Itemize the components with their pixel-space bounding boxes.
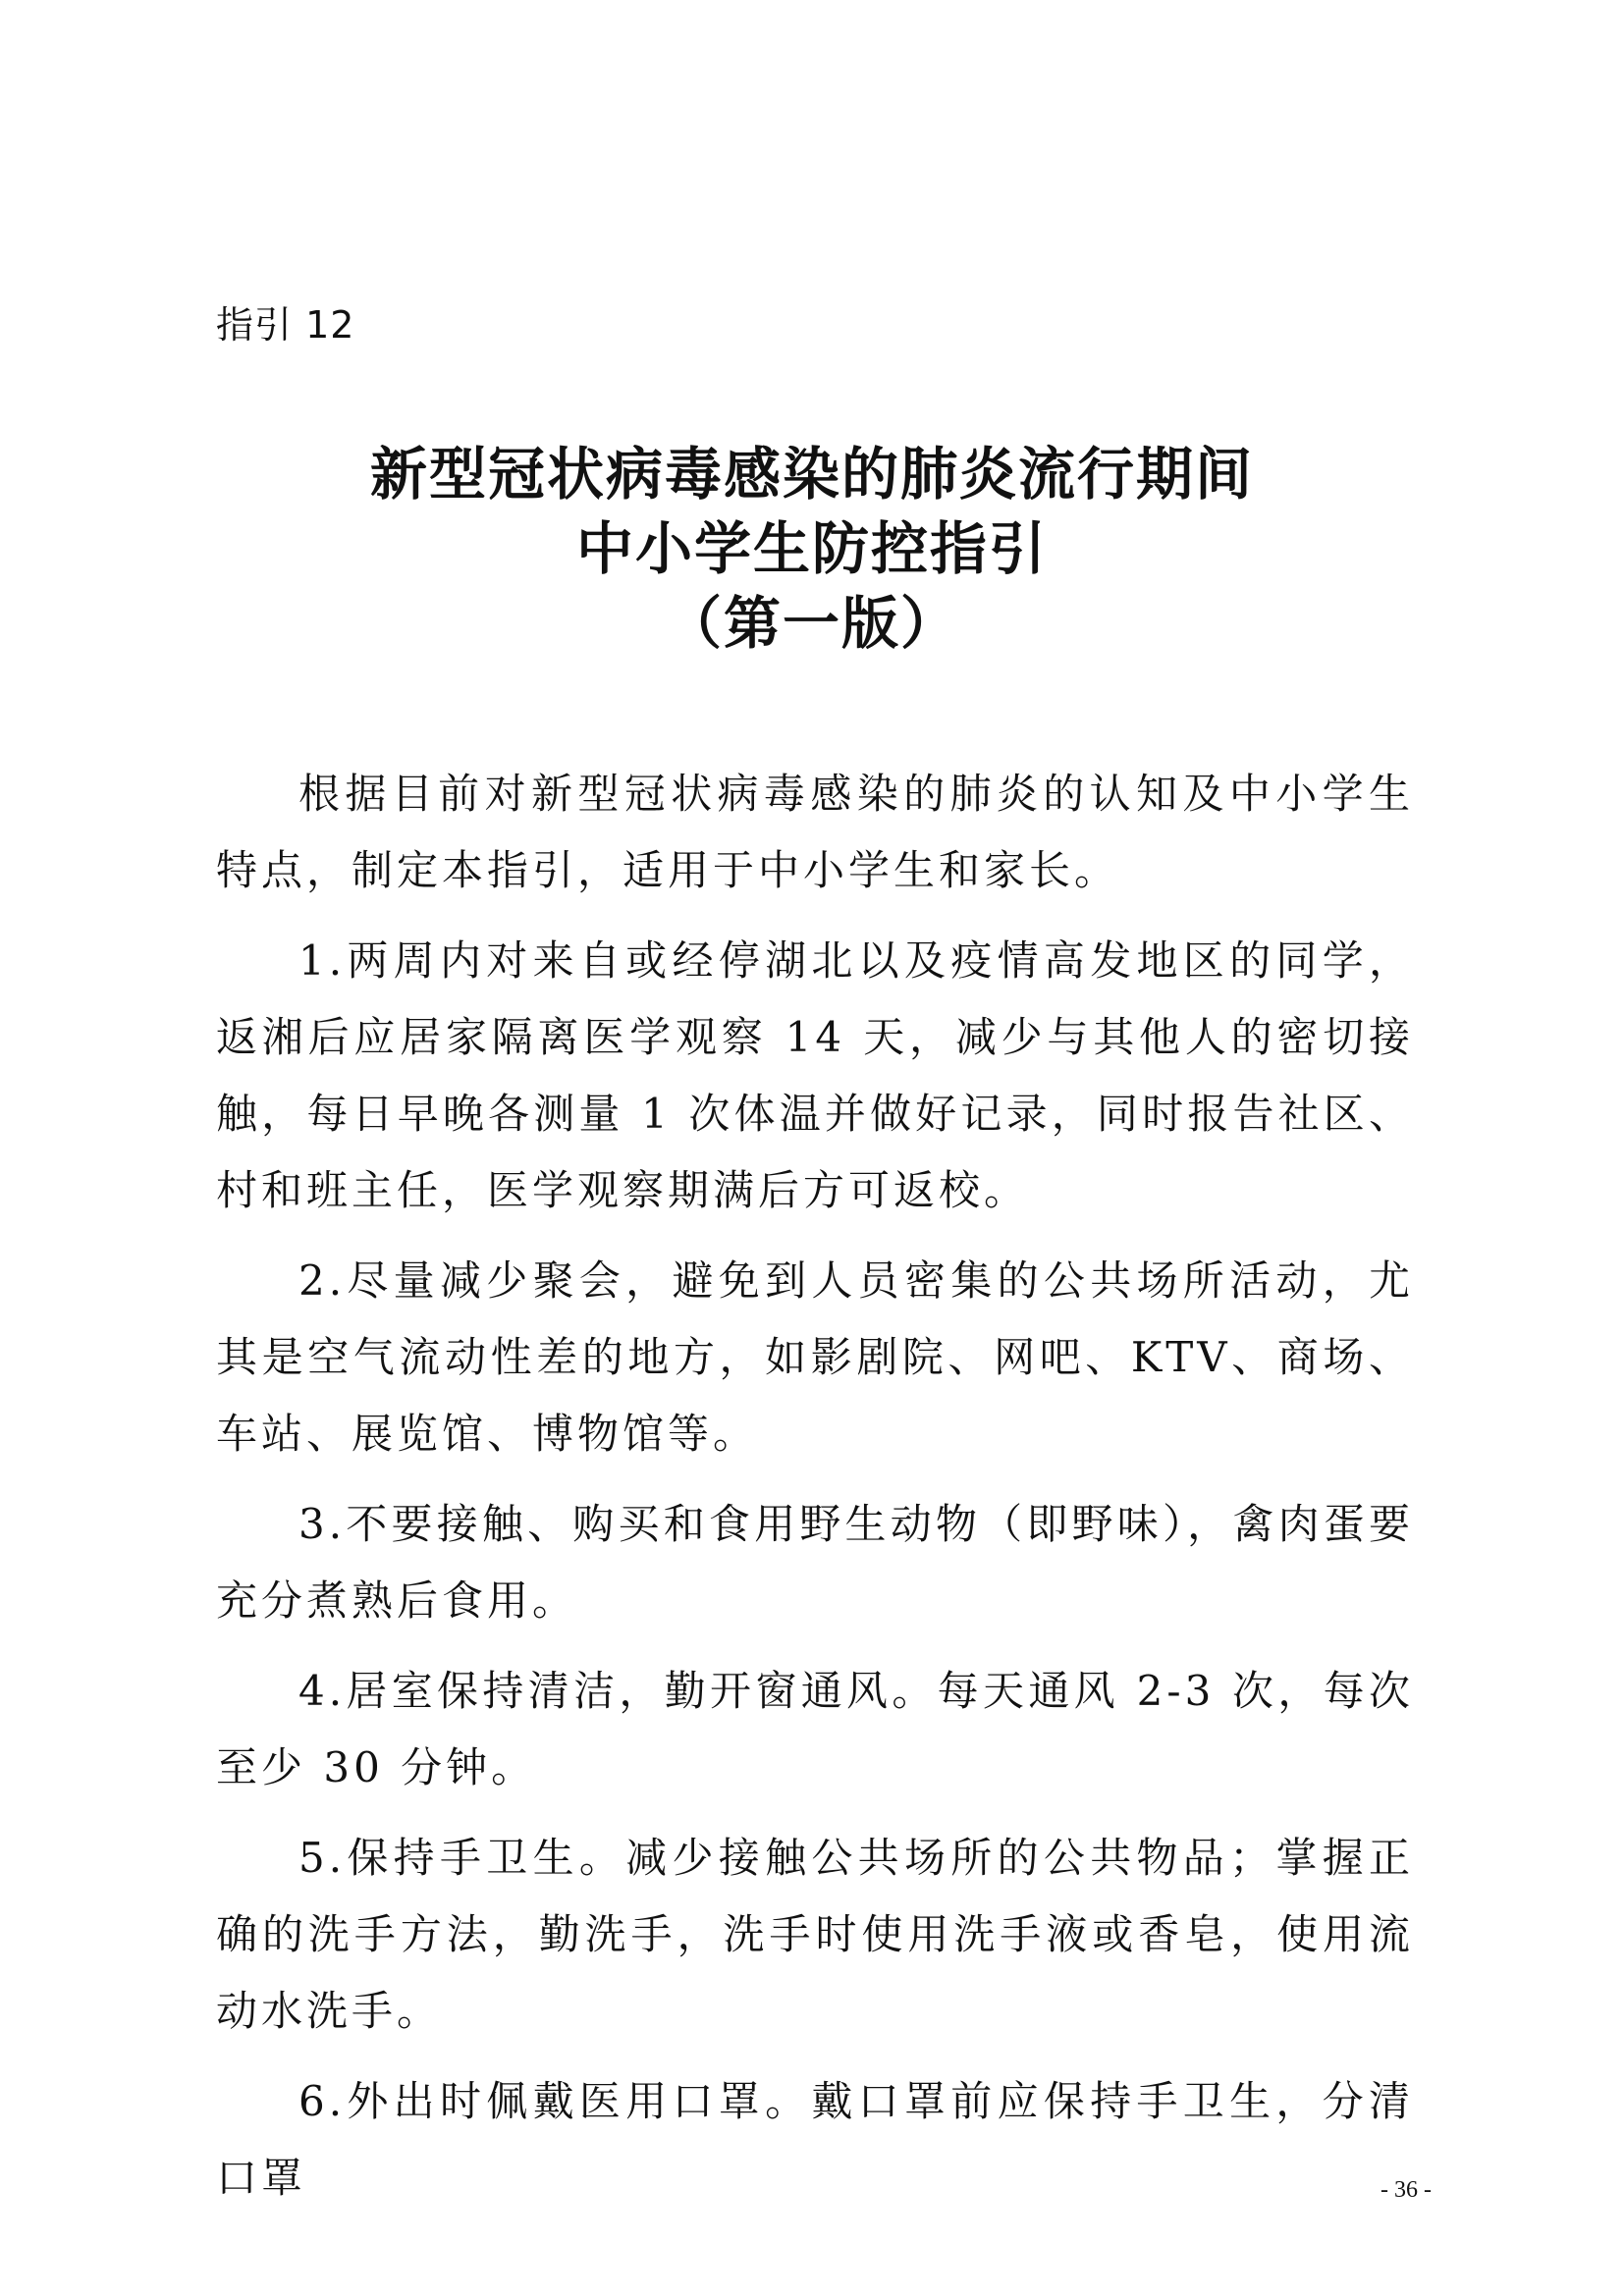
title-line-1: 新型冠状病毒感染的肺炎流行期间 <box>369 441 1254 507</box>
intro-paragraph: 根据目前对新型冠状病毒感染的肺炎的认知及中小学生特点，制定本指引，适用于中小学生和家长。 <box>216 770 1414 894</box>
guideline-item-5: 5.保持手卫生。减少接触公共场所的公共物品；掌握正确的洗手方法，勤洗手，洗手时使用洗手液或香皂，使用流动水洗手。 <box>216 1834 1414 2035</box>
guide-label: 指引 12 <box>216 303 355 347</box>
body-text <box>216 756 1414 2230</box>
title-line-2: 中小学生防控指引 <box>575 515 1048 582</box>
guideline-item-6: 6.外出时佩戴医用口罩。戴口罩前应保持手卫生，分清口罩 <box>216 2077 1414 2202</box>
guideline-item-3: 3.不要接触、购买和食用野生动物（即野味），禽肉蛋要充分煮熟后食用。 <box>216 1500 1414 1625</box>
guideline-item-4: 4.居室保持清洁，勤开窗通风。每天通风 2-3 次，每次至少 30 分钟。 <box>216 1667 1414 1791</box>
guideline-item-1: 1.两周内对来自或经停湖北以及疫情高发地区的同学，返湘后应居家隔离医学观察 14 天，减少与其他人的密切接触，每日早晚各测量 1 次体温并做好记录，同时报告社区、村和班主任，医学观察期满后方可返校。 <box>216 936 1414 1214</box>
title-line-3: （第一版） <box>664 590 959 657</box>
document-title <box>0 437 1624 661</box>
guideline-item-2: 2.尽量减少聚会，避免到人员密集的公共场所活动，尤其是空气流动性差的地方，如影剧院、网吧、KTV、商场、车站、展览馆、博物馆等。 <box>216 1256 1414 1458</box>
page-number: - 36 - <box>1380 2177 1432 2203</box>
